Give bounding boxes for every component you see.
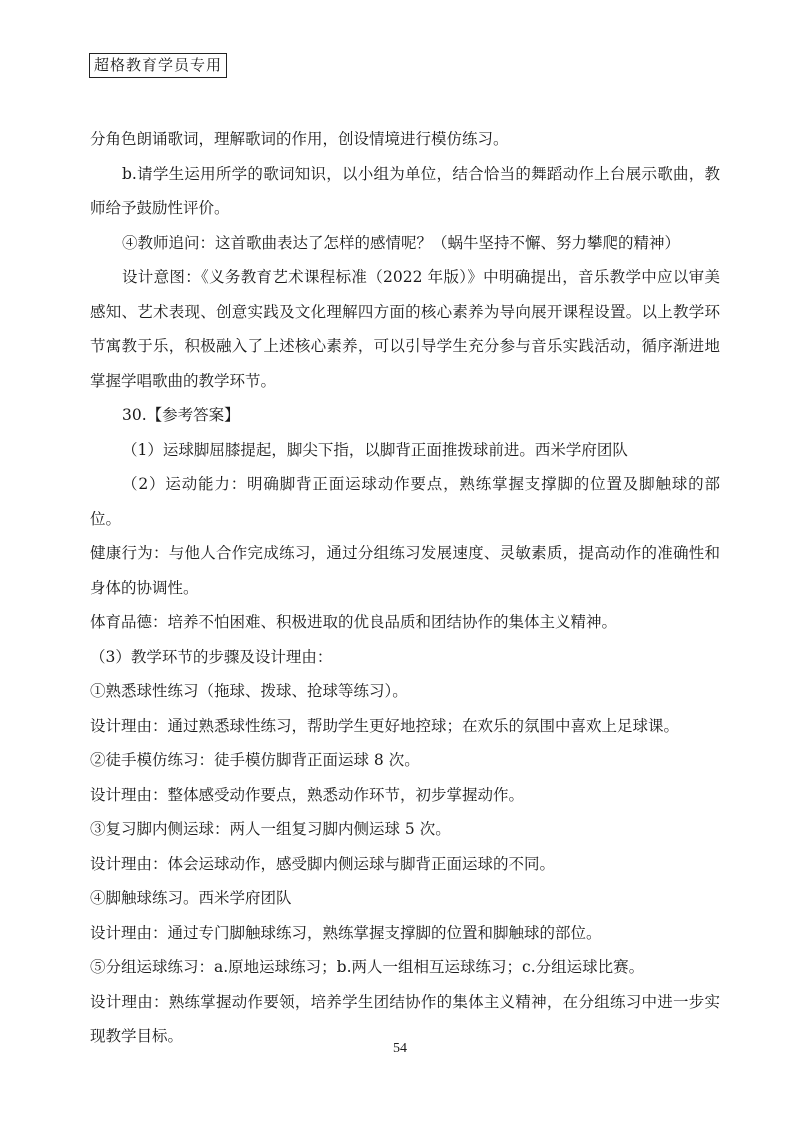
step-4: ④脚触球练习。西米学府团队	[90, 889, 292, 907]
step-2: ②徒手模仿练习：徒手模仿脚背正面运球 8 次。	[90, 751, 420, 769]
step-3: ③复习脚内侧运球：两人一组复习脚内侧运球 5 次。	[90, 820, 451, 838]
step-5: ⑤分组运球练习：a.原地运球练习；b.两人一组相互运球练习；c.分组运球比赛。	[90, 958, 645, 976]
paragraph-teacher-question: ④教师追问：这首歌曲表达了怎样的感情呢？（蜗牛坚持不懈、努力攀爬的精神）	[122, 233, 681, 252]
step-2-reason: 设计理由：整体感受动作要点，熟悉动作环节，初步掌握动作。	[90, 785, 525, 804]
answer-item-2: （2）运动能力：明确脚背正面运球动作要点，熟练掌握支撑脚的位置及脚触球的部位。	[90, 475, 720, 528]
answer-item-1: （1）运球脚屈膝提起，脚尖下指，以脚背正面推拨球前进。西米学府团队	[122, 440, 628, 459]
header-stamp: 超格教育学员专用	[89, 53, 227, 78]
answer-item-3: （3）教学环节的步骤及设计理由：	[90, 647, 333, 666]
step-4-reason: 设计理由：通过专门脚触球练习，熟练掌握支撑脚的位置和脚触球的部位。	[90, 923, 602, 942]
health-behavior: 健康行为：与他人合作完成练习，通过分组练习发展速度、灵敏素质，提高动作的准确性和身体的协调性。	[90, 544, 720, 597]
answer-heading: 30.【参考答案】	[122, 406, 240, 424]
document-body	[90, 122, 720, 1054]
step-1: ①熟悉球性练习（拖球、拨球、抢球等练习）。	[90, 682, 408, 700]
paragraph-design-intent: 设计意图：《义务教育艺术课程标准（2022 年版）》中明确提出，音乐教学中应以审美感知、艺术表现、创意实践及文化理解四方面的核心素养为导向展开课程设置。以上教学环节寓教于乐，积极融入了上述核心素养，可以引导学生充分参与音乐实践活动，循序渐进地掌握学唱歌曲的教学环节。	[90, 268, 720, 390]
paragraph-student-show: b.请学生运用所学的歌词知识，以小组为单位，结合恰当的舞蹈动作上台展示歌曲，教师给予鼓励性评价。	[90, 164, 720, 217]
paragraph-continuation: 分角色朗诵歌词，理解歌词的作用，创设情境进行模仿练习。	[90, 130, 509, 148]
step-3-reason: 设计理由：体会运球动作，感受脚内侧运球与脚背正面运球的不同。	[90, 854, 556, 873]
step-5-reason: 设计理由：熟练掌握动作要领，培养学生团结协作的集体主义精神，在分组练习中进一步实现教学目标。	[90, 992, 720, 1045]
page-number: 54	[393, 1041, 407, 1056]
sports-ethics: 体育品德：培养不怕困难、积极进取的优良品质和团结协作的集体主义精神。	[90, 613, 618, 631]
step-1-reason: 设计理由：通过熟悉球性练习，帮助学生更好地控球；在欢乐的氛围中喜欢上足球课。	[90, 716, 680, 735]
